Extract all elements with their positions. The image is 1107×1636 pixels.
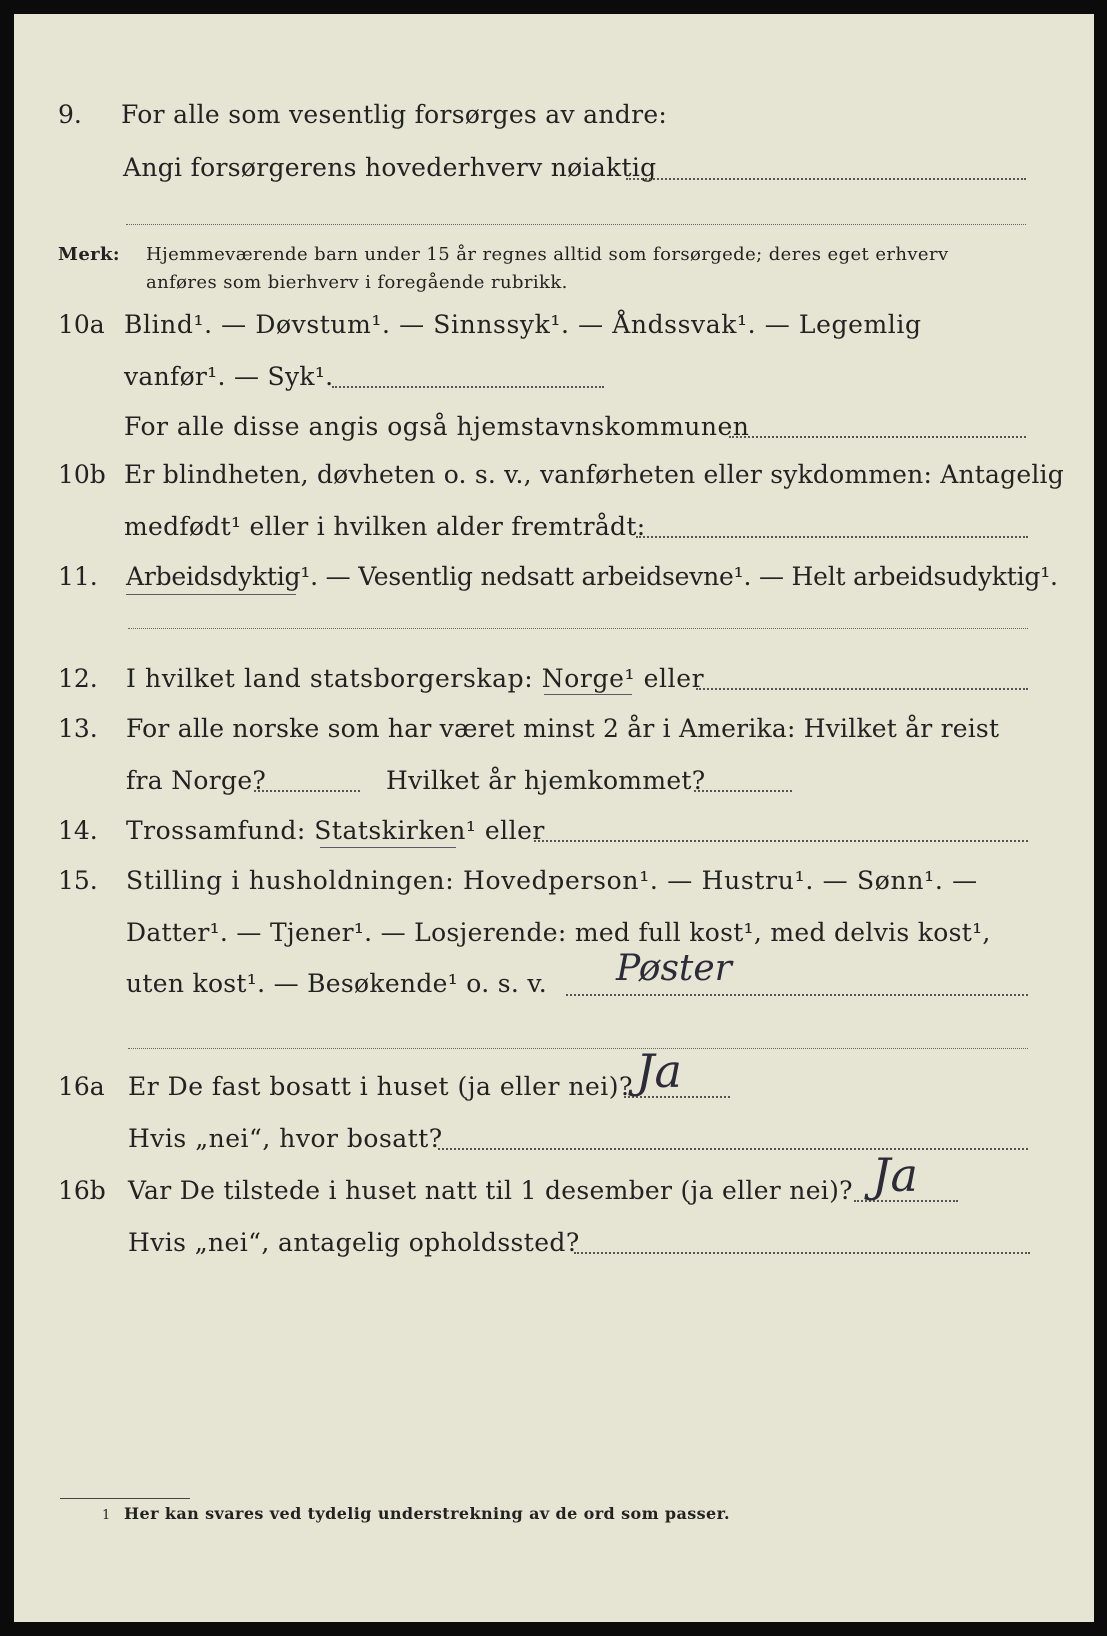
q12-text-line1: I hvilket land statsborgerskap: Norge¹ eller xyxy=(126,664,705,693)
q15-text-line3: uten kost¹. — Besøkende¹ o. s. v. xyxy=(126,969,548,998)
q13-number: 13. xyxy=(58,714,98,743)
q15-text-line1: Stilling i husholdningen: Hovedperson¹. — Hustru¹. — Sønn¹. — xyxy=(126,866,978,895)
footnote-text: Her kan svares ved tydelig understrekning av de ord som passer. xyxy=(124,1504,730,1523)
q13-year-left-line xyxy=(254,790,360,792)
q10a-answer-line xyxy=(332,386,604,388)
q11-answer-line xyxy=(128,628,1028,629)
merk-text-line2: anføres som bierhverv i foregående rubrikk. xyxy=(146,272,568,293)
q10a-text-line2: vanfør¹. — Syk¹. xyxy=(124,362,334,391)
q10b-answer-line xyxy=(636,536,1028,538)
q11-underline-mark xyxy=(126,594,296,595)
q13-text-line1: For alle norske som har været minst 2 år i Amerika: Hvilket år reist xyxy=(126,714,1000,743)
q10a-text-line3: For alle disse angis også hjemstavnskommunen xyxy=(124,412,750,441)
q16b-handwritten-answer: Ja xyxy=(872,1148,918,1202)
footnote-rule xyxy=(60,1498,190,1499)
q9-text-line2: Angi forsørgerens hovederhverv nøiaktig xyxy=(123,153,657,182)
q12-number: 12. xyxy=(58,664,98,693)
q14-underline-mark xyxy=(320,847,456,848)
q14-number: 14. xyxy=(58,816,98,845)
q10b-number: 10b xyxy=(58,460,106,489)
q16b-location-line xyxy=(574,1252,1030,1254)
merk-text-line1: Hjemmeværende barn under 15 år regnes alltid som forsørgede; deres eget erhverv xyxy=(146,244,949,265)
census-form-page xyxy=(14,14,1094,1622)
q10a-text-line1: Blind¹. — Døvstum¹. — Sinnssyk¹. — Åndssvak¹. — Legemlig xyxy=(124,310,922,339)
q12-underline-mark xyxy=(544,694,632,695)
q15-answer-line-2 xyxy=(128,1048,1028,1049)
q11-text-line1: Arbeidsdyktig¹. — Vesentlig nedsatt arbeidsevne¹. — Helt arbeidsudyktig¹. xyxy=(126,562,1058,591)
merk-label: Merk: xyxy=(58,244,120,265)
q15-text-line2: Datter¹. — Tjener¹. — Losjerende: med full kost¹, med delvis kost¹, xyxy=(126,918,991,947)
q15-answer-line xyxy=(566,994,1028,996)
q13-year-returned-line xyxy=(694,790,792,792)
q14-text-line1: Trossamfund: Statskirken¹ eller xyxy=(126,816,545,845)
q16b-number: 16b xyxy=(58,1176,106,1205)
q16b-text-line1: Var De tilstede i huset natt til 1 desember (ja eller nei)? xyxy=(128,1176,853,1205)
q10b-text-line1: Er blindheten, døvheten o. s. v., vanførheten eller sykdommen: Antagelig xyxy=(124,460,1064,489)
q16a-text-line1: Er De fast bosatt i huset (ja eller nei)? xyxy=(128,1072,633,1101)
q16a-residence-line xyxy=(438,1148,1028,1150)
q9-number: 9. xyxy=(58,100,82,129)
q16a-handwritten-answer: Ja xyxy=(636,1044,682,1098)
q14-answer-line xyxy=(534,840,1028,842)
q9-answer-line xyxy=(626,178,1026,180)
q15-number: 15. xyxy=(58,866,98,895)
footnote-mark: 1 xyxy=(102,1508,111,1523)
q9-answer-line-2 xyxy=(126,224,1026,225)
q12-answer-line xyxy=(696,688,1028,690)
q16a-number: 16a xyxy=(58,1072,105,1101)
q16a-text-line2: Hvis „nei“, hvor bosatt? xyxy=(128,1124,443,1153)
q11-number: 11. xyxy=(58,562,98,591)
q10a-number: 10a xyxy=(58,310,105,339)
q13-text-line2a: fra Norge? xyxy=(126,766,267,795)
q10a-hometown-line xyxy=(729,436,1026,438)
q9-text-line1: For alle som vesentlig forsørges av andre: xyxy=(121,100,668,129)
q13-text-line2b: Hvilket år hjemkommet? xyxy=(386,766,706,795)
q15-handwritten-answer: Pøster xyxy=(616,948,732,989)
q10b-text-line2: medfødt¹ eller i hvilken alder fremtrådt: xyxy=(124,512,646,541)
q16b-text-line2: Hvis „nei“, antagelig opholdssted? xyxy=(128,1228,580,1257)
